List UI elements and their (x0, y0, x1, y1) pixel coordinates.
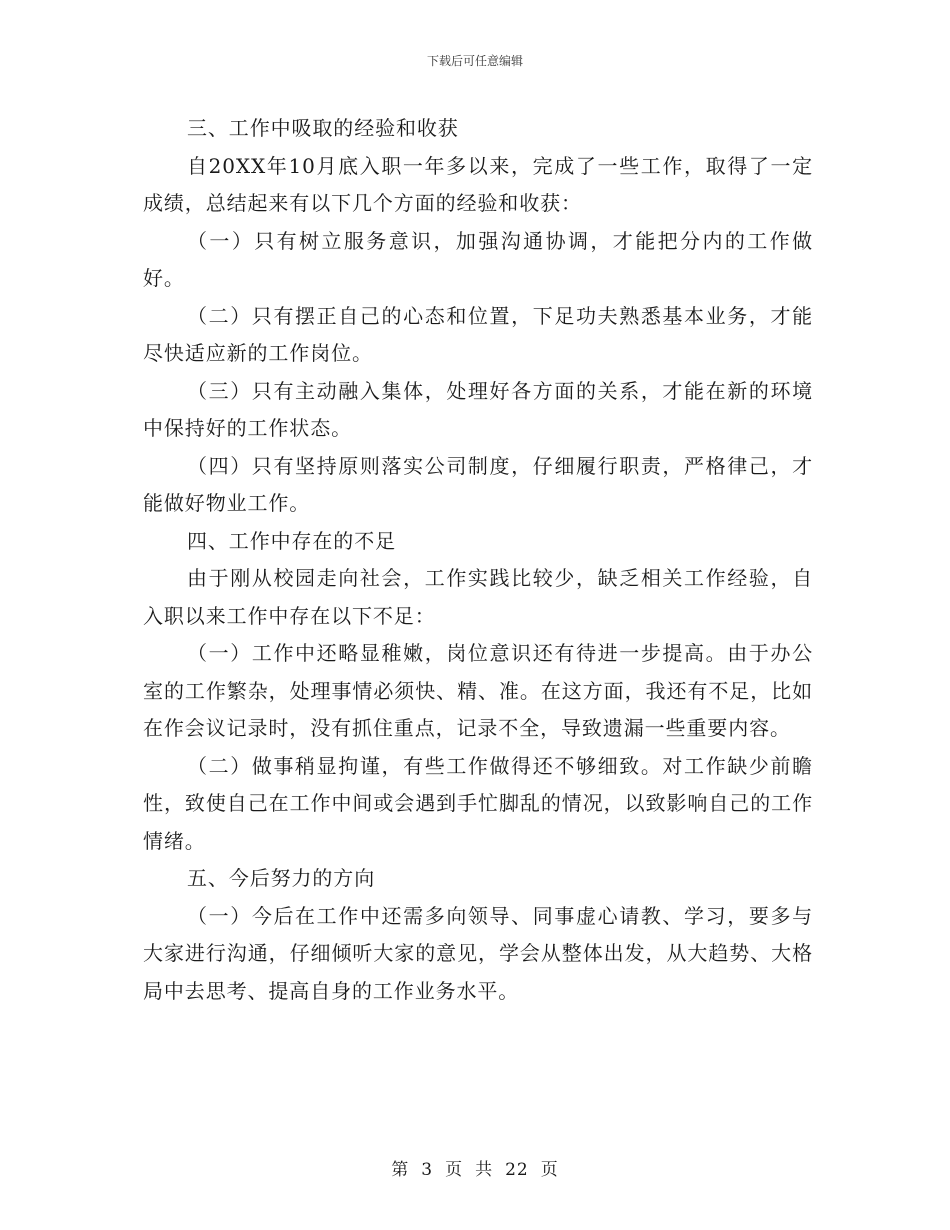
footer-page-label: 页 (445, 1160, 464, 1180)
section-3-heading: 三、工作中吸取的经验和收获 (187, 116, 459, 140)
section-3-item-4: （四）只有坚持原则落实公司制度，仔细履行职责，严格律己，才能做好物业工作。 (143, 453, 813, 515)
footer-suffix: 页 (540, 1160, 559, 1180)
section-4-intro: 由于刚从校园走向社会，工作实践比较少，缺乏相关工作经验，自入职以来工作中存在以下不足： (143, 566, 813, 628)
section-3-intro: 自20XX年10月底入职一年多以来，完成了一些工作，取得了一定成绩，总结起来有以下几个方面的经验和收获： (143, 153, 813, 215)
page-header-note: 下载后可任意编辑 (426, 54, 523, 68)
document-body (143, 110, 813, 1010)
footer-prefix: 第 (391, 1160, 410, 1180)
section-4-item-1: （一）工作中还略显稚嫩，岗位意识还有待进一步提高。由于办公室的工作繁杂，处理事情必须快、精、准。在这方面，我还有不足，比如在作会议记录时，没有抓住重点，记录不全，导致遗漏一些重要内容。 (143, 641, 813, 740)
footer-total-pages: 22 (505, 1160, 529, 1180)
section-3-item-3: （三）只有主动融入集体，处理好各方面的关系，才能在新的环境中保持好的工作状态。 (143, 378, 813, 440)
section-3-item-1: （一）只有树立服务意识，加强沟通协调，才能把分内的工作做好。 (143, 228, 813, 290)
footer-page-number: 3 (421, 1160, 434, 1180)
section-3-item-2: （二）只有摆正自己的心态和位置，下足功夫熟悉基本业务，才能尽快适应新的工作岗位。 (143, 303, 813, 365)
footer-total-label: 共 (475, 1160, 494, 1180)
section-4-heading: 四、工作中存在的不足 (187, 528, 396, 553)
section-5-heading: 五、今后努力的方向 (187, 866, 376, 890)
section-4-item-2: （二）做事稍显拘谨，有些工作做得还不够细致。对工作缺少前瞻性，致使自己在工作中间或会遇到手忙脚乱的情况，以致影响自己的工作情绪。 (143, 753, 813, 853)
page-footer (0, 1155, 950, 1180)
section-5-item-1: （一）今后在工作中还需多向领导、同事虚心请教、学习，要多与大家进行沟通，仔细倾听大家的意见，学会从整体出发，从大趋势、大格局中去思考、提高自身的工作业务水平。 (143, 903, 813, 1003)
